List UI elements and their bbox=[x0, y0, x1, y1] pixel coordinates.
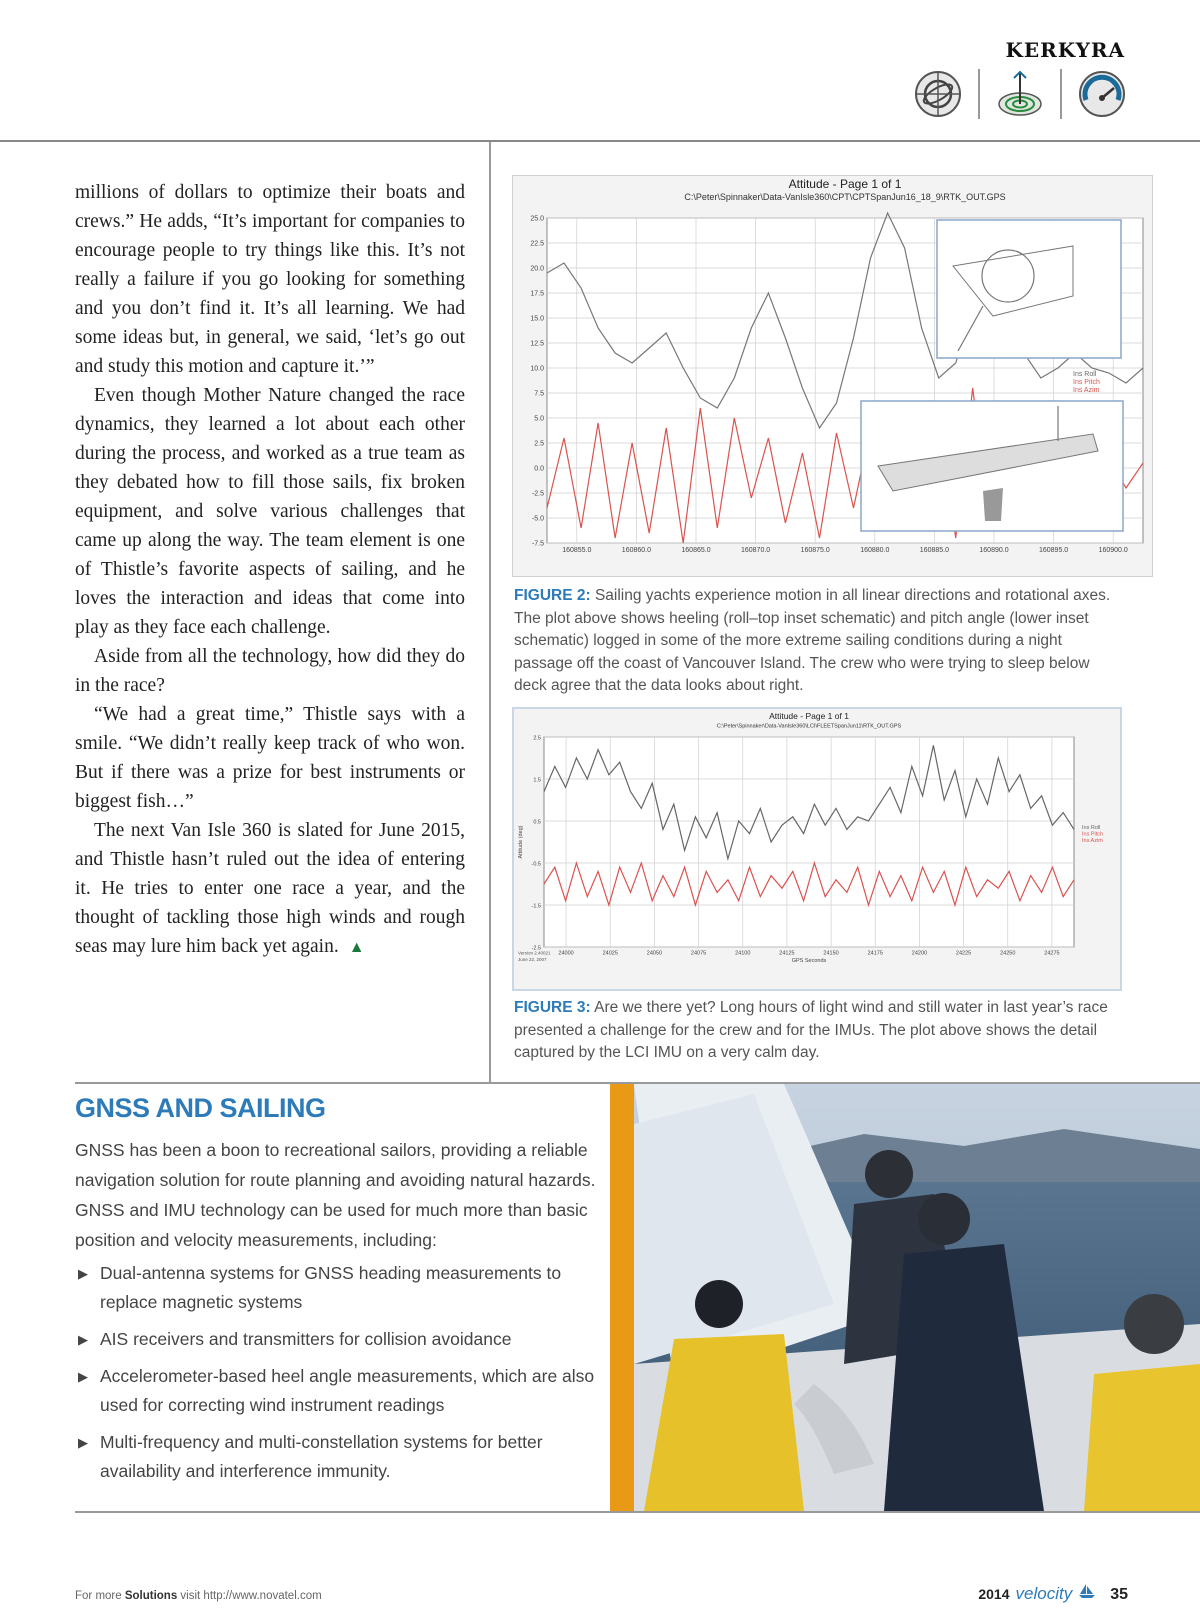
y-tick-label: 5.0 bbox=[534, 415, 544, 423]
figure-3-chart bbox=[512, 707, 1122, 991]
legend-entry: Ins Azim bbox=[1073, 387, 1100, 394]
chart-footnote: June 22, 2007 bbox=[518, 957, 547, 962]
x-tick-label: 160900.0 bbox=[1098, 547, 1128, 554]
column-divider bbox=[489, 142, 491, 1082]
list-item-text: Multi-frequency and multi-constellation systems for better availability and interference immunity. bbox=[100, 1432, 543, 1481]
body-paragraph: Even though Mother Nature changed the race dynamics, they learned a lot about each other during the process, and worked as a true team as they debated how to fill those sails, fix broken equipment, and solve various challenges that came up along the way. The team element is one of Thistle’s favorite aspects of sailing, and he loves the interaction and ideas that come into play as they face each challenge. bbox=[75, 385, 465, 638]
body-paragraph: millions of dollars to optimize their boats and crews.” He adds, “It’s important for companies to encourage people to try things like this. It’s not really a failure if you go looking for something and you don’t find it. It’s all learning. We had some ideas but, in general, we said, ‘let’s go out and study this motion and capture it.’” bbox=[75, 182, 465, 377]
legend-entry: Ins Azim bbox=[1082, 838, 1103, 844]
legend-entry: Ins Roll bbox=[1073, 371, 1097, 378]
x-tick-label: 160865.0 bbox=[681, 547, 711, 554]
x-tick-label: 160890.0 bbox=[979, 547, 1009, 554]
figure-3-caption-text: Are we there yet? Long hours of light wind and still water in last year’s race presented a challenge for the crew and for the IMUs. The plot above shows the detail captured by the LCI IMU on a very calm day. bbox=[514, 999, 1108, 1061]
figure-3-label: FIGURE 3: bbox=[514, 999, 591, 1016]
sidebar-title: GNSS AND SAILING bbox=[75, 1093, 326, 1123]
list-item bbox=[75, 1362, 600, 1420]
y-tick-label: -7.5 bbox=[531, 540, 544, 548]
y-tick-label: 2.5 bbox=[533, 735, 541, 742]
icon-separator bbox=[1060, 69, 1062, 119]
bullet-icon: ▶ bbox=[78, 1369, 88, 1384]
y-tick-label: -5.0 bbox=[531, 515, 544, 523]
x-tick-label: 160855.0 bbox=[562, 547, 592, 554]
y-tick-label: 10.0 bbox=[530, 365, 544, 373]
bullet-icon: ▶ bbox=[78, 1332, 88, 1347]
y-tick-label: -2.5 bbox=[531, 490, 544, 498]
section-title: KERKYRA bbox=[1005, 38, 1125, 62]
photo-illustration bbox=[634, 1084, 1200, 1511]
bullet-icon: ▶ bbox=[78, 1266, 88, 1281]
x-tick-label: 160880.0 bbox=[860, 547, 890, 554]
y-tick-label: 0.5 bbox=[533, 819, 541, 826]
x-tick-label: 160875.0 bbox=[800, 547, 830, 554]
antenna-target-icon bbox=[994, 68, 1046, 120]
x-axis-label: GPS Seconds bbox=[791, 958, 827, 964]
figure-2-svg bbox=[513, 176, 1154, 578]
figure-2-caption bbox=[514, 585, 1124, 698]
footer-prefix: For more bbox=[75, 1590, 125, 1602]
sidebar-intro: GNSS has been a boon to recreational sailors, providing a reliable navigation solution for route planning and avoiding natural hazards. GNSS and IMU technology can be used for much more than basic position and velocity measurements, including: bbox=[75, 1140, 596, 1250]
sidebar-rule-bottom bbox=[75, 1511, 1200, 1513]
speedometer-icon bbox=[1076, 68, 1128, 120]
y-tick-label: 7.5 bbox=[534, 390, 544, 398]
list-item-text: AIS receivers and transmitters for collision avoidance bbox=[100, 1329, 512, 1349]
list-item bbox=[75, 1428, 600, 1486]
figure-2-chart bbox=[512, 175, 1153, 577]
y-tick-label: 12.5 bbox=[530, 340, 544, 348]
footer-solutions: Solutions bbox=[124, 1590, 178, 1602]
list-item-text: Accelerometer-based heel angle measurements, which are also used for correcting wind instrument readings bbox=[100, 1366, 595, 1415]
legend-entry: Ins Pitch bbox=[1073, 379, 1100, 386]
icon-separator bbox=[978, 69, 980, 119]
bullet-icon: ▶ bbox=[78, 1435, 88, 1450]
y-tick-label: 17.5 bbox=[530, 290, 544, 298]
y-tick-label: -0.5 bbox=[531, 861, 541, 868]
y-tick-label: 22.5 bbox=[530, 240, 544, 248]
list-item bbox=[75, 1259, 600, 1317]
y-tick-label: 0.0 bbox=[534, 465, 544, 473]
x-tick-label: 24000 bbox=[558, 950, 574, 957]
list-item-text: Dual-antenna systems for GNSS heading measurements to replace magnetic systems bbox=[100, 1263, 562, 1312]
gyroscope-icon bbox=[912, 68, 964, 120]
list-item bbox=[75, 1325, 600, 1354]
x-tick-label: 160885.0 bbox=[919, 547, 950, 554]
page-number: 35 bbox=[1110, 1586, 1128, 1603]
body-paragraph-text: The next Van Isle 360 is slated for June 2015, and Thistle hasn’t ruled out the idea of entering it. He tries to enter one race a year, and the thought of tackling those high winds and rough seas may lure him back yet again. bbox=[75, 820, 465, 957]
pitch-schematic-keel bbox=[983, 488, 1003, 521]
y-tick-label: 15.0 bbox=[530, 315, 544, 323]
chart-subtitle: C:\Peter\Spinnaker\Data-VanIsle360\LCI\FLEETSpanJun11\RTK_OUT.GPS bbox=[716, 723, 902, 730]
legend-entry: Ins Roll bbox=[1082, 825, 1101, 831]
figure-3-svg bbox=[514, 709, 1120, 989]
body-paragraph-last bbox=[75, 816, 465, 962]
chart-title: Attitude - Page 1 of 1 bbox=[769, 711, 849, 721]
y-tick-label: 2.5 bbox=[534, 440, 544, 448]
y-tick-label: -2.5 bbox=[531, 945, 541, 952]
sidebar-list bbox=[75, 1259, 600, 1494]
x-tick-label: 24025 bbox=[602, 950, 618, 957]
x-tick-label: 24225 bbox=[955, 950, 972, 957]
chart-title: Attitude - Page 1 of 1 bbox=[788, 177, 902, 191]
x-tick-label: 24100 bbox=[735, 950, 751, 957]
legend-entry: Ins Pitch bbox=[1082, 831, 1104, 838]
y-tick-label: 1.5 bbox=[533, 777, 541, 784]
x-tick-label: 24050 bbox=[646, 950, 663, 957]
header-icon-row bbox=[912, 68, 1128, 120]
sailing-crew-photo bbox=[634, 1084, 1200, 1511]
footer-publication: velocity bbox=[1015, 1584, 1073, 1603]
x-tick-label: 24175 bbox=[867, 950, 883, 957]
x-tick-label: 160870.0 bbox=[740, 547, 771, 554]
x-tick-label: 160860.0 bbox=[621, 547, 652, 554]
chart-footnote: Version 2.40021 bbox=[518, 950, 551, 956]
chart-subtitle: C:\Peter\Spinnaker\Data-VanIsle360\CPT\CPTSpanJun16_18_9\RTK_OUT.GPS bbox=[684, 192, 1006, 202]
x-tick-label: 24200 bbox=[911, 950, 928, 957]
end-mark-icon: ▲ bbox=[348, 939, 365, 956]
sailboat-logo-icon bbox=[1078, 1583, 1096, 1599]
footer-year: 2014 bbox=[978, 1586, 1010, 1602]
figure-2-caption-text: Sailing yachts experience motion in all linear directions and rotational axes. The plot above shows heeling (roll–top inset schematic) and pitch angle (lower inset schematic) logged in some of the more extreme sailing conditions during a night passage off the coast of Vancouver Island. The crew who were trying to sleep below deck agree that the data looks about right. bbox=[514, 587, 1111, 694]
footer-link-text bbox=[75, 1590, 322, 1602]
x-tick-label: 160895.0 bbox=[1038, 547, 1069, 554]
y-axis-label: Attitude (deg) bbox=[518, 825, 524, 859]
header-rule bbox=[0, 140, 1200, 142]
body-paragraph: Aside from all the technology, how did they do in the race? bbox=[75, 646, 465, 696]
footer-url: visit http://www.novatel.com bbox=[177, 1590, 322, 1602]
x-tick-label: 24250 bbox=[1000, 950, 1016, 957]
y-tick-label: 20.0 bbox=[530, 265, 544, 273]
article-body bbox=[75, 178, 465, 962]
figure-2-label: FIGURE 2: bbox=[514, 587, 591, 604]
y-tick-label: -1.5 bbox=[531, 903, 541, 910]
y-tick-label: 25.0 bbox=[530, 215, 544, 223]
plot-area bbox=[544, 737, 1074, 947]
x-tick-label: 24150 bbox=[823, 950, 839, 957]
body-paragraph: “We had a great time,” Thistle says with a smile. “We didn’t really keep track of who won. But if there was a prize for best instruments or biggest fish…” bbox=[75, 704, 465, 812]
footer-folio bbox=[978, 1583, 1128, 1604]
x-tick-label: 24125 bbox=[779, 950, 795, 957]
accent-bar bbox=[610, 1084, 634, 1511]
x-tick-label: 24275 bbox=[1044, 950, 1060, 957]
figure-3-caption bbox=[514, 997, 1124, 1065]
x-tick-label: 24075 bbox=[690, 950, 707, 957]
roll-schematic-inset bbox=[937, 220, 1121, 358]
